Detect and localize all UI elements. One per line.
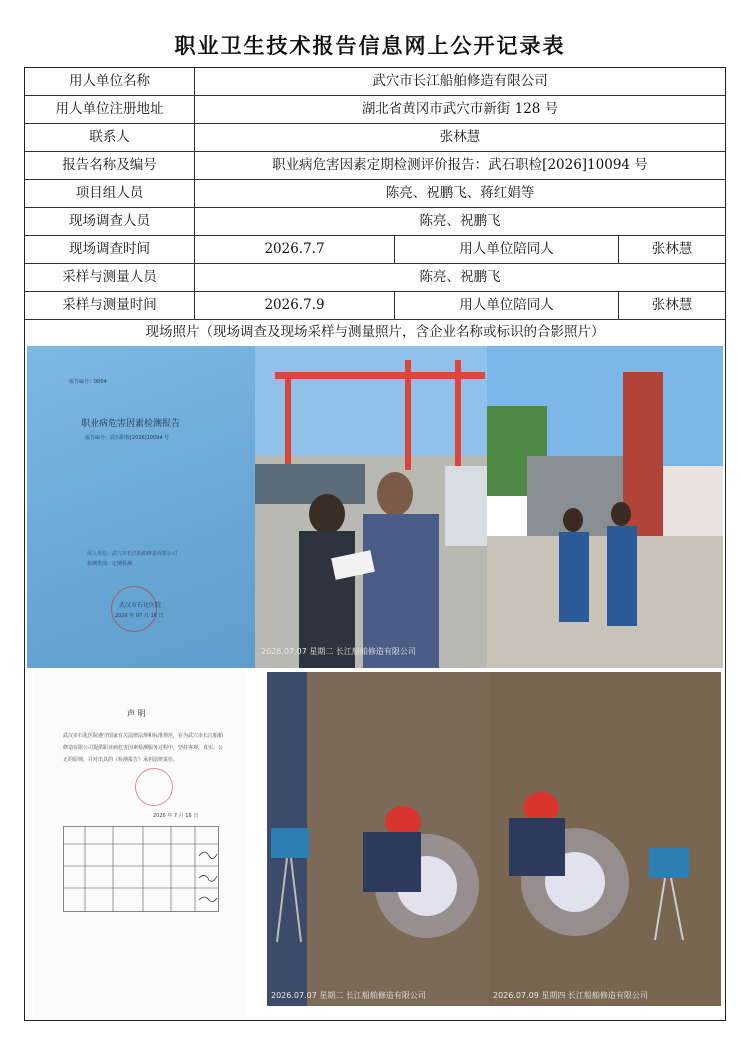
label-sampling-staff: 采样与测量人员: [25, 264, 195, 291]
value-sampling-accompany: 张林慧: [651, 297, 693, 313]
seal-stamp-icon: [135, 768, 173, 806]
value-employer-name: 武穴市长江船舶修造有限公司: [372, 73, 548, 89]
statement-heading: 声 明: [127, 709, 146, 718]
survey-photo-1: [255, 346, 487, 668]
label-report: 报告名称及编号: [25, 152, 195, 179]
cover-type: 检测类别：定期检测: [87, 561, 133, 567]
value-survey-date: 2026.7.7: [195, 236, 395, 263]
row-sampling-time: [25, 292, 725, 320]
label-sampling-time: 采样与测量时间: [25, 292, 195, 319]
label-survey-accompany: 用人单位陪同人: [395, 236, 619, 263]
row-survey-staff: [25, 208, 725, 236]
row-report: [25, 152, 725, 180]
cover-client: 用人单位：武穴市长江船舶修造有限公司: [87, 551, 178, 557]
sampling-photo-2: [489, 672, 721, 1006]
welding-sampling-scene: [267, 672, 489, 1006]
value-sampling-staff: 陈亮、祝鹏飞: [419, 269, 501, 285]
value-team: 陈亮、祝鹏飞、蒋红娟等: [385, 185, 535, 201]
page-title: 职业卫生技术报告信息网上公开记录表: [174, 34, 566, 58]
sampling-photo-2-caption: 2026.07.09 星期四 长江船舶修造有限公司: [493, 991, 648, 1000]
label-contact: 联系人: [25, 124, 195, 151]
label-employer-address: 用人单位注册地址: [25, 96, 195, 123]
label-employer-name: 用人单位名称: [25, 68, 195, 95]
value-sampling-date: 2026.7.9: [195, 292, 395, 319]
record-table: [24, 67, 726, 1021]
cover-heading: 职业病危害因素检测报告: [81, 419, 181, 429]
label-sampling-accompany: 用人单位陪同人: [395, 292, 619, 319]
value-contact: 张林慧: [439, 129, 481, 145]
row-survey-time: [25, 236, 725, 264]
row-contact: [25, 124, 725, 152]
row-sampling-staff: [25, 264, 725, 292]
cover-doc-no: 报告编号：0004: [69, 379, 107, 385]
welding-sampling-scene-2: [489, 672, 721, 1006]
label-survey-staff: 现场调查人员: [25, 208, 195, 235]
seal-stamp-icon: [111, 586, 157, 632]
value-survey-accompany: 张林慧: [651, 241, 693, 257]
gate-group-scene: [487, 346, 723, 668]
statement-sign-date: 2026 年 7 月 16 日: [153, 813, 199, 819]
cover-org: 武汉市石化医院: [119, 602, 162, 609]
statement-body: 武汉市石化医院遵守国家有关法律法规和标准规范，在为武穴市长江船舶修造有限公司提供职业病危害因素检测服务过程中，坚持客观、真实、公正的原则，并对出具的《检测报告》承担法律责任。: [63, 733, 224, 763]
staff-signature-table: [63, 826, 219, 912]
row-employer-name: [25, 68, 725, 96]
cover-date: 2026 年 07 月 16 日: [115, 613, 164, 619]
row-team: [25, 180, 725, 208]
sampling-photo-1-caption: 2026.07.07 星期二 长江船舶修造有限公司: [271, 991, 426, 1000]
survey-photo-1-caption: 2026.07.07 星期二 长江船舶修造有限公司: [261, 647, 416, 656]
value-survey-staff: 陈亮、祝鹏飞: [419, 213, 501, 229]
photos-header: 现场照片（现场调查及现场采样与测量照片，含企业名称或标识的合影照片）: [145, 324, 605, 340]
value-employer-address: 湖北省黄冈市武穴市新街 128 号: [361, 101, 559, 117]
cover-report-no: 报告编号：武石职检[2026]10094 号: [85, 435, 170, 441]
sampling-photo-1: [267, 672, 489, 1006]
gate-group-photo: [487, 346, 723, 668]
row-employer-address: [25, 96, 725, 124]
shipyard-survey-scene: [255, 346, 487, 668]
value-report: 职业病危害因素定期检测评价报告：武石职检[2026]10094 号: [272, 157, 648, 173]
label-survey-time: 现场调查时间: [25, 236, 195, 263]
report-cover-photo: [27, 346, 255, 668]
label-team: 项目组人员: [25, 180, 195, 207]
statement-photo: [35, 672, 245, 1016]
